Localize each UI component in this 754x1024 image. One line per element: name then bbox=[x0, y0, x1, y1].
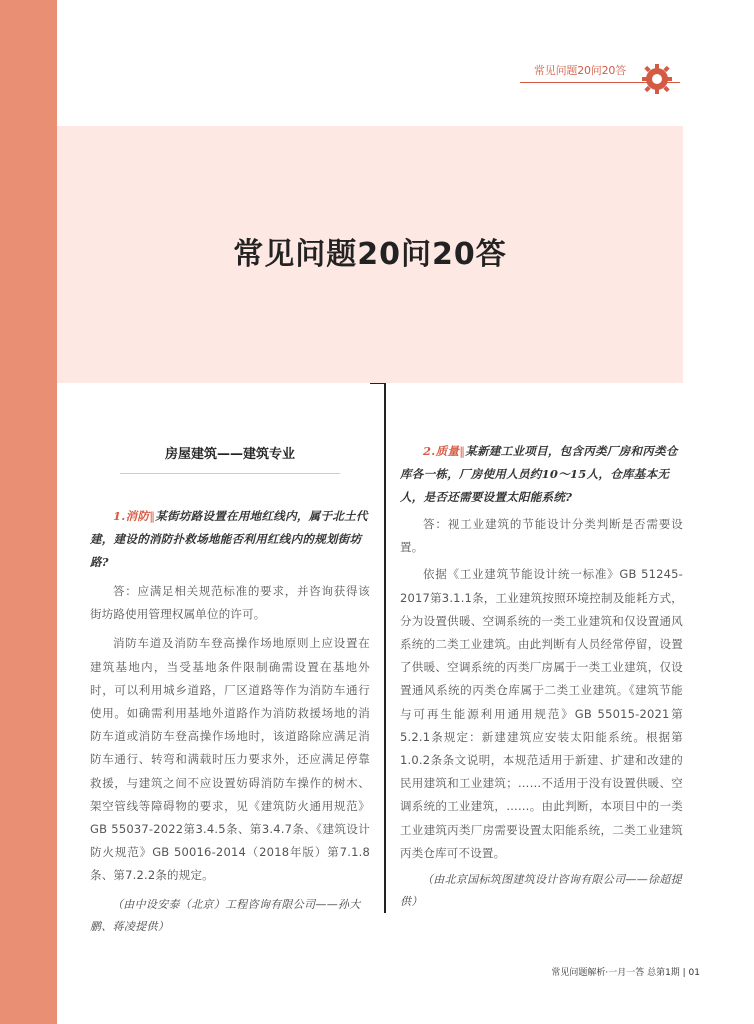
question-1-number: 1.消防 bbox=[113, 509, 150, 523]
page-footer: 常见问题解析·一月一答 总第1期 | 01 bbox=[551, 968, 700, 978]
question-1-separator: ‖ bbox=[149, 509, 156, 523]
question-1-text: 某街坊路设置在用地红线内，属于北土代建，建设的消防扑救场地能否利用红线内的规划街坊路? bbox=[90, 509, 368, 569]
answer-1-body: 消防车道及消防车登高操作场地原则上应设置在建筑基地内，当受基地条件限制确需设置在基地外时，可以利用城乡道路，厂区道路等作为消防车通行使用。如确需利用基地外道路作为消防救援场地的消防车道或消防车登高操作场地时，该道路除应满足消防车通行、转弯和满载时压力要求外，还应满足停靠救援，与建筑之间不应设置妨碍消防车操作的树木、架空管线等障碍物的要求，见《建筑防火通用规范》GB 55037-2022第3.4.5条、第3.4.7条、《建筑设计防火规范》GB 50016-2014（2018年版）第7.1.8条、第7.2.2条的规定。 bbox=[90, 636, 370, 883]
qa-item-2 bbox=[400, 440, 683, 913]
question-2-separator: ‖ bbox=[459, 444, 466, 458]
left-color-strip bbox=[0, 0, 57, 1024]
question-2 bbox=[400, 440, 683, 509]
right-column bbox=[400, 383, 683, 923]
title-banner bbox=[57, 126, 683, 383]
left-column bbox=[90, 383, 370, 933]
answer-2-lead: 答：视工业建筑的节能设计分类判断是否需要设置。 bbox=[400, 517, 683, 555]
column-divider bbox=[384, 383, 386, 913]
page-title: 常见问题20问20答 bbox=[233, 237, 507, 272]
answer-1-credit: （由中设安泰（北京）工程咨询有限公司——孙大鹏、蒋凌提供） bbox=[90, 897, 361, 933]
question-1 bbox=[90, 505, 370, 574]
section-rule bbox=[120, 473, 340, 474]
answer-1-lead: 答：应满足相关规范标准的要求，并咨询获得该街坊路使用管理权属单位的许可。 bbox=[90, 584, 370, 622]
section-label: 房屋建筑——建筑专业 bbox=[164, 447, 295, 462]
answer-2-body: 依据《工业建筑节能设计统一标准》GB 51245-2017第3.1.1条，工业建筑按照环境控制及能耗方式，分为设置供暖、空调系统的一类工业建筑和仅设置通风系统的二类工业建筑。由此判断有人员经常停留，设置了供暖、空调系统的丙类厂房属于一类工业建筑，仅设置通风系统的丙类仓库属于二类工业建筑。《建筑节能与可再生能源利用通用规范》GB 55015-2021第5.2.1条规定：新建建筑应安装太阳能系统。根据第1.0.2条条文说明，本规范适用于新建、扩建和改建的民用建筑和工业建筑；……不适用于没有设置供暖、空调系统的工业建筑，……。由此判断，本项目中的一类工业建筑丙类厂房需要设置太阳能系统，二类工业建筑丙类仓库可不设置。 bbox=[400, 567, 683, 860]
question-2-number: 2.质量 bbox=[423, 444, 460, 458]
qa-item-1 bbox=[90, 505, 370, 938]
answer-2-credit: （由北京国标筑图建筑设计咨询有限公司——徐超提供） bbox=[400, 873, 682, 909]
running-header-title: 常见问题20问20答 bbox=[534, 64, 626, 77]
question-2-text: 某新建工业项目，包含丙类厂房和丙类仓库各一栋，厂房使用人员约10～15人，仓库基本无人，是否还需要设置太阳能系统? bbox=[400, 444, 678, 504]
gear-badge-icon bbox=[640, 62, 674, 96]
